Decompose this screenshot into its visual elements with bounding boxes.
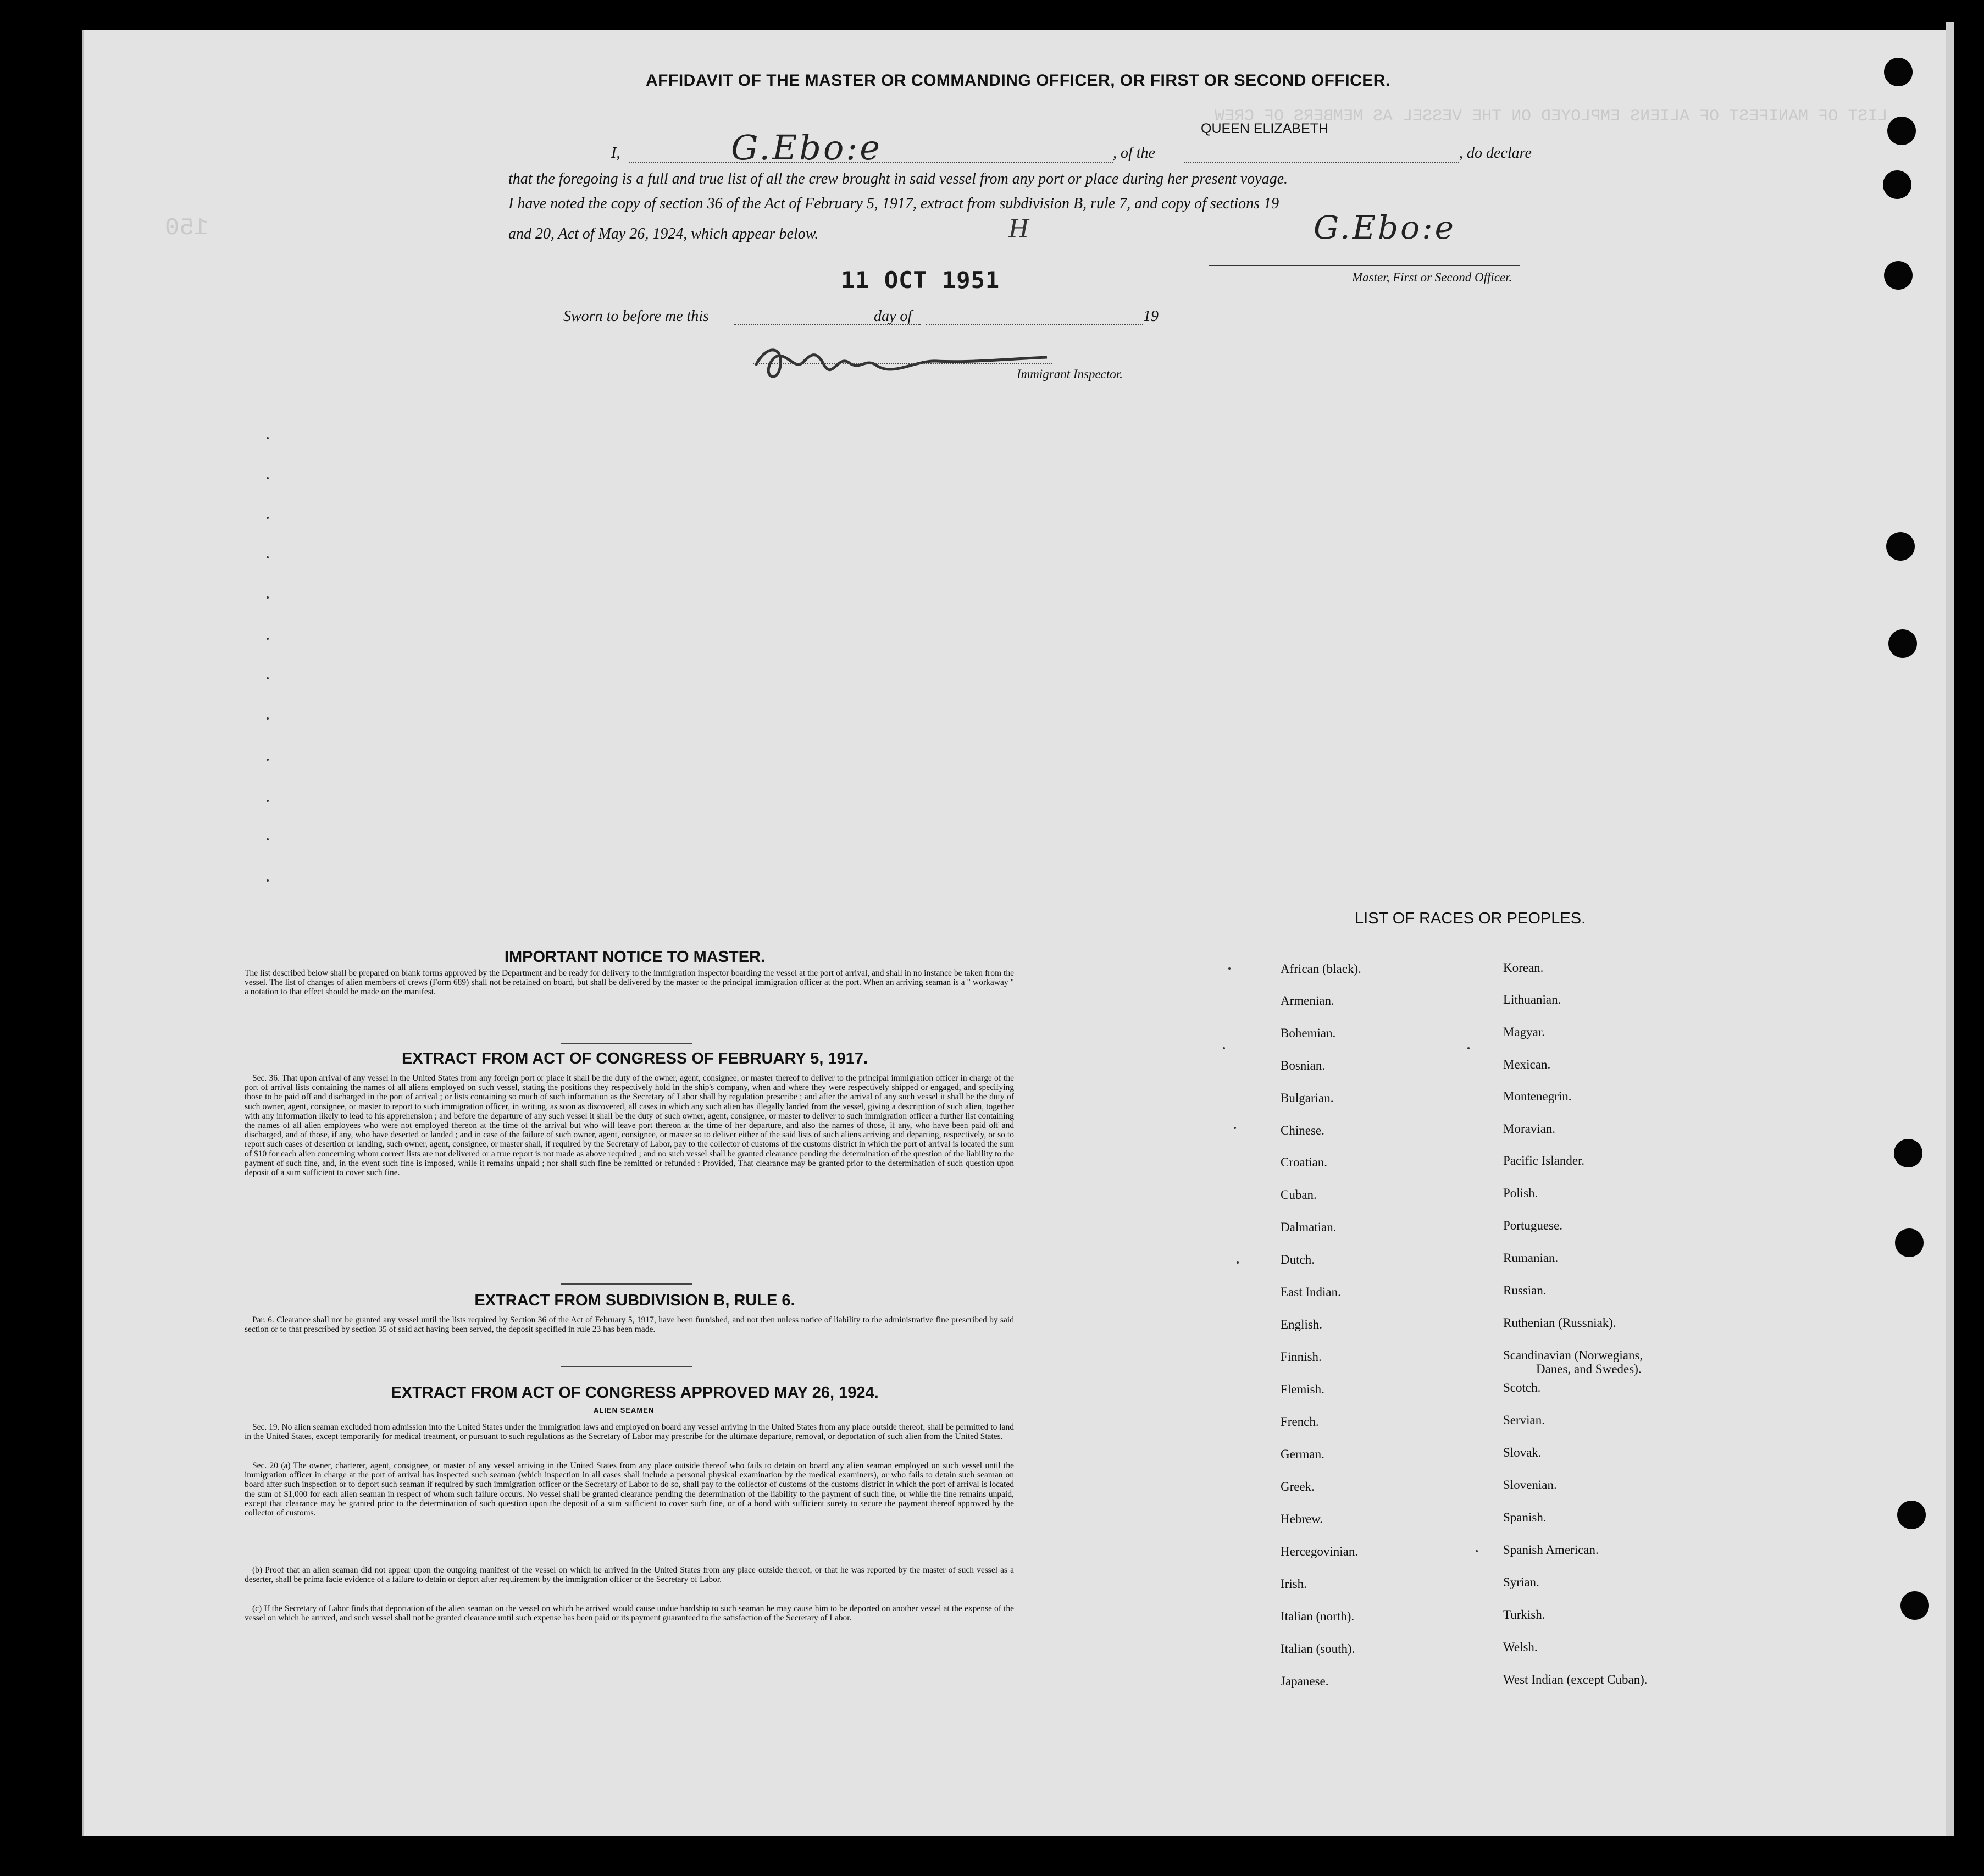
- race-item: Scotch.: [1503, 1381, 1541, 1394]
- race-item: Hercegovinian.: [1281, 1545, 1359, 1558]
- race-item: Greek.: [1281, 1480, 1315, 1493]
- punch-hole: [1884, 261, 1913, 290]
- race-item: French.: [1281, 1415, 1319, 1429]
- sworn-month-line: [926, 324, 1143, 325]
- race-item: Hebrew.: [1281, 1512, 1323, 1526]
- do-declare-label: , do declare: [1459, 145, 1532, 162]
- row-dot: [1467, 1047, 1470, 1049]
- row-dot: [1223, 1047, 1225, 1049]
- bleed-through-number: 150: [165, 214, 209, 242]
- race-item: Chinese.: [1281, 1124, 1324, 1137]
- affidavit-title: AFFIDAVIT OF THE MASTER OR COMMANDING OFFICER, OR FIRST OR SECOND OFFICER.: [646, 71, 1390, 90]
- race-item: Bosnian.: [1281, 1059, 1326, 1072]
- race-item: German.: [1281, 1447, 1324, 1461]
- notice-text: The list described below shall be prepared on blank forms approved by the Department and be ready for delivery to the immigration inspector boarding the vessel at the port of arrival, and shall in no instance be taken from the vessel. The list of changes of alien members of crews (Form 689) shall not be retained on board, but shall be delivered by the master to the principal immigration officer at the port. When an arriving seaman is a " workaway " a notation to that effect should be made on the manifest.: [245, 969, 1014, 997]
- race-item: Turkish.: [1503, 1608, 1545, 1622]
- race-item: Montenegrin.: [1503, 1089, 1572, 1103]
- punch-hole: [1894, 1139, 1922, 1167]
- race-item: Slovak.: [1503, 1446, 1542, 1459]
- race-item: Russian.: [1503, 1283, 1547, 1297]
- extract-1924-sec20b: (b) Proof that an alien seaman did not appear upon the outgoing manifest of the vessel on which he arrived in the United States from any place outside thereof, or that he was reported by the master of such vessel as a deserter, shall be prima facie evidence of a failure to detain or deport after requirement by the immigration officer or the Secretary of Labor.: [245, 1565, 1014, 1585]
- race-item: Scandinavian (Norwegians,: [1503, 1348, 1643, 1362]
- extract-rule6-title: EXTRACT FROM SUBDIVISION B, RULE 6.: [474, 1292, 795, 1309]
- race-item: Pacific Islander.: [1503, 1154, 1585, 1167]
- master-signature: G.Ebo:e: [731, 128, 882, 168]
- row-dot: [267, 800, 269, 802]
- race-item: English.: [1281, 1318, 1323, 1331]
- race-item: Syrian.: [1503, 1575, 1539, 1589]
- race-item: Mexican.: [1503, 1058, 1551, 1071]
- punch-hole: [1900, 1591, 1929, 1620]
- officer-signature-caption: Master, First or Second Officer.: [1352, 270, 1512, 284]
- row-dot: [1234, 1127, 1236, 1129]
- race-item: Lithuanian.: [1503, 993, 1561, 1006]
- punch-hole: [1884, 58, 1913, 86]
- race-item: Japanese.: [1281, 1674, 1329, 1688]
- race-item: African (black).: [1281, 962, 1361, 976]
- extract-1924-title: EXTRACT FROM ACT OF CONGRESS APPROVED MAY 26, 1924.: [391, 1384, 879, 1402]
- race-item: Moravian.: [1503, 1122, 1556, 1136]
- race-item: Flemish.: [1281, 1382, 1324, 1396]
- race-item: Rumanian.: [1503, 1251, 1559, 1265]
- divider: [561, 1366, 692, 1367]
- race-item: Magyar.: [1503, 1025, 1545, 1039]
- pencil-mark: H: [1008, 212, 1029, 243]
- extract-1917-text: Sec. 36. That upon arrival of any vessel in the United States from any foreign port or place it shall be the duty of the owner, agent, consignee, or master thereof to deliver to the principal immigration officer in charge of the port of arrival lists containing the names of all aliens employed on such vessel, stating the positions they respectively hold in the ship's company, when and where they were respectively shipped or engaged, and specifying those to be paid off and discharged in the port of arrival ; or lists containing so much of such information as the Secretary of Labor shall by regulation prescribe ; and after the arrival of any such vessel it shall be the duty of such owner, agent, consignee, or master to report to such immigration officer, in writing, as soon as discovered, all cases in which any such alien has illegally landed from the vessel, giving a description of such alien, together with any information likely to lead to his apprehension ; and before the departure of any such vessel it shall be the duty of such owner, agent, consignee, or master to deliver to such immigration officer a further list containing the names of all alien employees who were not employed thereon at the time of the arrival but who will leave port thereon at the time of her departure, and also the names of those, if any, who have been paid off and discharged, and of those, if any, who have deserted or landed ; and in case of the failure of such owner, agent, consignee, or master so to deliver either of the said lists of such aliens arriving and departing, respectively, or so to report such cases of desertion or landing, such owner, agent, consignee, or master shall, if required by the Secretary of Labor, pay to the collector of customs of the customs district in which the port of arrival is located the sum of $10 for each alien concerning whom correct lists are not delivered or a true report is not made as above required ; and no such vessel shall be granted clearance pending the determination of the question of the liability to the payment of such fine, and, in the event such fine is imposed, while it remains unpaid ; nor shall such fine be remitted or refunded : Provided, That clearance may be granted prior to the determination of such question upon deposit of a sum sufficient to cover such fine.: [245, 1073, 1014, 1178]
- day-of-label: day of: [874, 308, 912, 325]
- row-dot: [1228, 967, 1231, 970]
- extract-1924-sec20c: (c) If the Secretary of Labor finds that deportation of the alien seaman on the vessel on which he arrived would cause undue hardship to such seaman he may cause him to be deported on another vessel at the expense of the vessel on which he arrived, and such vessel shall not be granted clearance until such expense has been paid or its payment guaranteed to the satisfaction of the Secretary of Labor.: [245, 1604, 1014, 1623]
- race-item: West Indian (except Cuban).: [1503, 1673, 1648, 1686]
- race-item: Danes, and Swedes).: [1536, 1362, 1642, 1376]
- race-item: Irish.: [1281, 1577, 1307, 1591]
- punch-hole: [1895, 1228, 1924, 1257]
- affidavit-i-label: I,: [611, 145, 620, 162]
- row-dot: [267, 677, 269, 679]
- row-dot: [1476, 1550, 1478, 1552]
- race-item: Finnish.: [1281, 1350, 1322, 1364]
- row-dot: [267, 596, 269, 599]
- race-item: Polish.: [1503, 1186, 1538, 1200]
- row-dot: [267, 517, 269, 519]
- row-dot: [267, 879, 269, 882]
- row-dot: [267, 477, 269, 479]
- race-item: Dalmatian.: [1281, 1220, 1337, 1234]
- inspector-signature-line: [753, 363, 1052, 364]
- sworn-label: Sworn to before me this: [563, 308, 709, 325]
- race-item: Armenian.: [1281, 994, 1334, 1008]
- divider: [561, 1283, 692, 1285]
- race-item: Spanish American.: [1503, 1543, 1599, 1557]
- date-stamp: 11 OCT 1951: [841, 267, 1000, 294]
- divider: [561, 1043, 692, 1044]
- row-dot: [267, 437, 269, 439]
- race-item: Bohemian.: [1281, 1026, 1336, 1040]
- race-item: Croatian.: [1281, 1155, 1327, 1169]
- race-item: Slovenian.: [1503, 1478, 1557, 1492]
- race-item: Spanish.: [1503, 1510, 1547, 1524]
- extract-1924-sec19: Sec. 19. No alien seaman excluded from admission into the United States under the immigration laws and employed on board any vessel arriving in the United States from any place outside thereof, shall be permitted to land in the United States, except temporarily for medical treatment, or pursuant to such regulations as the Secretary of Labor may prescribe for the ultimate departure, removal, or deportation of such alien from the United States.: [245, 1423, 1014, 1442]
- notice-title: IMPORTANT NOTICE TO MASTER.: [504, 948, 766, 966]
- punch-hole: [1886, 532, 1915, 561]
- race-item: Italian (south).: [1281, 1642, 1355, 1656]
- race-item: Korean.: [1503, 961, 1544, 975]
- races-title: LIST OF RACES OR PEOPLES.: [1355, 910, 1586, 927]
- affidavit-line-3: I have noted the copy of section 36 of the Act of February 5, 1917, extract from subdivision B, rule 7, and copy of sections 19: [508, 195, 1279, 212]
- race-item: Italian (north).: [1281, 1609, 1355, 1623]
- extract-rule6-text: Par. 6. Clearance shall not be granted any vessel until the lists required by Section 36 of the Act of February 5, 1917, have been furnished, and not then unless notice of liability to the administrative fine prescribed by said section or to that prescribed by section 35 of said act having been served, the deposit specified in rule 23 has been made.: [245, 1315, 1014, 1335]
- race-item: Welsh.: [1503, 1640, 1538, 1654]
- race-item: Cuban.: [1281, 1188, 1317, 1202]
- affidavit-line-2: that the foregoing is a full and true list of all the crew brought in said vessel from any port or place during her present voyage.: [508, 170, 1288, 187]
- race-item: Portuguese.: [1503, 1219, 1562, 1232]
- race-item: Dutch.: [1281, 1253, 1315, 1266]
- punch-hole: [1883, 170, 1911, 199]
- race-item: Servian.: [1503, 1413, 1545, 1427]
- row-dot: [267, 556, 269, 558]
- race-item: East Indian.: [1281, 1285, 1341, 1299]
- row-dot: [267, 759, 269, 761]
- race-item: Ruthenian (Russniak).: [1503, 1316, 1616, 1330]
- race-item: Bulgarian.: [1281, 1091, 1334, 1105]
- officer-signature: G.Ebo:e: [1314, 209, 1456, 246]
- affidavit-line-4: and 20, Act of May 26, 1924, which appear below.: [508, 225, 819, 242]
- vessel-name: QUEEN ELIZABETH: [1201, 121, 1328, 136]
- extract-1917-title: EXTRACT FROM ACT OF CONGRESS OF FEBRUARY 5, 1917.: [401, 1050, 868, 1067]
- punch-hole: [1888, 629, 1917, 658]
- inspector-caption: Immigrant Inspector.: [1017, 367, 1123, 381]
- row-dot: [267, 717, 269, 720]
- vessel-field-line: [1184, 162, 1459, 163]
- year-prefix: 19: [1143, 308, 1159, 325]
- page-edge: [1946, 22, 1954, 1836]
- extract-1924-subtitle: ALIEN SEAMEN: [594, 1406, 655, 1414]
- row-dot: [1237, 1261, 1239, 1264]
- punch-hole: [1897, 1501, 1926, 1529]
- of-the-label: , of the: [1113, 145, 1155, 162]
- row-dot: [267, 838, 269, 840]
- row-dot: [267, 638, 269, 640]
- punch-hole: [1887, 117, 1916, 145]
- extract-1924-sec20a: Sec. 20 (a) The owner, charterer, agent, consignee, or master of any vessel arriving in the United States from any place outside thereof who fails to detain on board any alien seaman employed on such vessel until the immigration officer in charge at the port of arrival has inspected such seaman (which inspection in all cases shall include a personal physical examination by the medical examiners), or who fails to detain such seaman on board after such inspection or to deport such seaman if required by such immigration officer or the Secretary of Labor to do so, shall pay to the collector of customs of the customs district in which the port of arrival is located the sum of $1,000 for each alien seaman in respect of whom such failure occurs. No vessel shall be granted clearance pending the determination of the liability to the payment of such fine, or while the fine remains unpaid, except that clearance may be granted prior to the determination of such question upon the deposit of a sum sufficient to cover such fine, or of a bond with sufficient surety to secure the payment thereof approved by the collector of customs.: [245, 1461, 1014, 1518]
- officer-signature-line: [1209, 265, 1520, 266]
- bleed-through-text: LIST OF MANIFEST OF ALIENS EMPLOYED ON THE VESSEL AS MEMBERS OF CREW: [1215, 107, 1888, 126]
